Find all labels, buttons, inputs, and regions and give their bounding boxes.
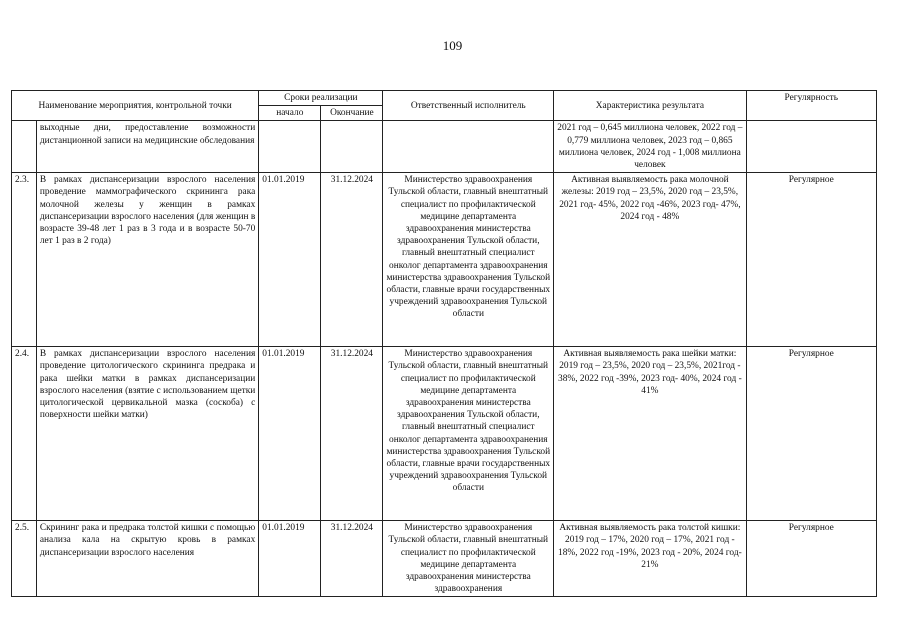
table-row: [12, 521, 877, 597]
header-regularity: Регулярность: [746, 91, 876, 121]
header-end: Окончание: [321, 106, 383, 121]
cell-num: 2.4.: [12, 347, 37, 521]
header-name: Наименование мероприятия, контрольной точки: [12, 91, 259, 121]
header-result: Характеристика результата: [554, 91, 746, 121]
table-row: [12, 347, 877, 521]
header-executor: Ответственный исполнитель: [383, 91, 554, 121]
cell-result: 2021 год – 0,645 миллиона человек, 2022 год – 0,779 миллиона человек, 2023 год – 0,865 миллиона человек, 2024 год - 1,008 миллиона человек: [554, 121, 746, 173]
cell-regularity: Регулярное: [746, 521, 876, 597]
header-terms: Сроки реализации: [259, 91, 383, 106]
cell-result: Активная выявляемость рака толстой кишки: 2019 год – 17%, 2020 год – 17%, 2021 год - 18%, 2022 год -19%, 2023 год - 20%, 2024 год- 21%: [554, 521, 746, 597]
cell-regularity: Регулярное: [746, 347, 876, 521]
cell-end: 31.12.2024: [321, 521, 383, 597]
cell-executor: Министерство здравоохранения Тульской области, главный внештатный специалист по профилактической медицине департамента здравоохранения министерства здравоохранения Тульской области, главный внештатный специалист онколог департамента здравоохранения министерства здравоохранения Тульской области, главные врачи государственных учреждений здравоохранения Тульской области: [383, 173, 554, 347]
table-row-continuation: [12, 121, 877, 173]
cell-name: Скрининг рака и предрака толстой кишки с помощью анализа кала на скрытую кровь в рамках диспансеризации взрослого населения: [36, 521, 258, 597]
cell-name: В рамках диспансеризации взрослого населения проведение цитологического скрининга предрака и рака шейки матки в рамках диспансеризации взрослого населения (взятие с использованием щетки цитологической цервикальной мазка (соскоба) с поверхности шейки матки): [36, 347, 258, 521]
cell-num: 2.3.: [12, 173, 37, 347]
measures-table: [11, 90, 877, 597]
cell-executor: Министерство здравоохранения Тульской области, главный внештатный специалист по профилактической медицине департамента здравоохранения министерства здравоохранения: [383, 521, 554, 597]
cell-start: 01.01.2019: [259, 521, 321, 597]
cell-end: 31.12.2024: [321, 347, 383, 521]
cell-result: Активная выявляемость рака шейки матки: 2019 год – 23,5%, 2020 год – 23,5%, 2021год - 38%, 2022 год -39%, 2023 год- 40%, 2024 год - 41%: [554, 347, 746, 521]
page-number: 109: [442, 38, 463, 53]
cell-result: Активная выявляемость рака молочной железы: 2019 год – 23,5%, 2020 год – 23,5%, 2021 год- 45%, 2022 год -46%, 2023 год- 47%, 2024 год - 48%: [554, 173, 746, 347]
header-row: [12, 91, 877, 106]
cell-executor: Министерство здравоохранения Тульской области, главный внештатный специалист по профилактической медицине департамента здравоохранения министерства здравоохранения Тульской области, главный внештатный специалист онколог департамента здравоохранения министерства здравоохранения Тульской области, главные врачи государственных учреждений здравоохранения Тульской области: [383, 347, 554, 521]
cell-name: выходные дни, предоставление возможности дистанционной записи на медицинские обследования: [36, 121, 258, 173]
header-start: начало: [259, 106, 321, 121]
cell-start: 01.01.2019: [259, 173, 321, 347]
cell-end: 31.12.2024: [321, 173, 383, 347]
cell-regularity: Регулярное: [746, 173, 876, 347]
cell-num: 2.5.: [12, 521, 37, 597]
table-row: [12, 173, 877, 347]
cell-name: В рамках диспансеризации взрослого населения проведение маммографического скрининга рака молочной железы у женщин в рамках диспансеризации взрослого населения (для женщин в возрасте 39-48 лет 1 раз в 3 года и в возрасте 50-70 лет 1 раз в 2 года): [36, 173, 258, 347]
cell-start: 01.01.2019: [259, 347, 321, 521]
